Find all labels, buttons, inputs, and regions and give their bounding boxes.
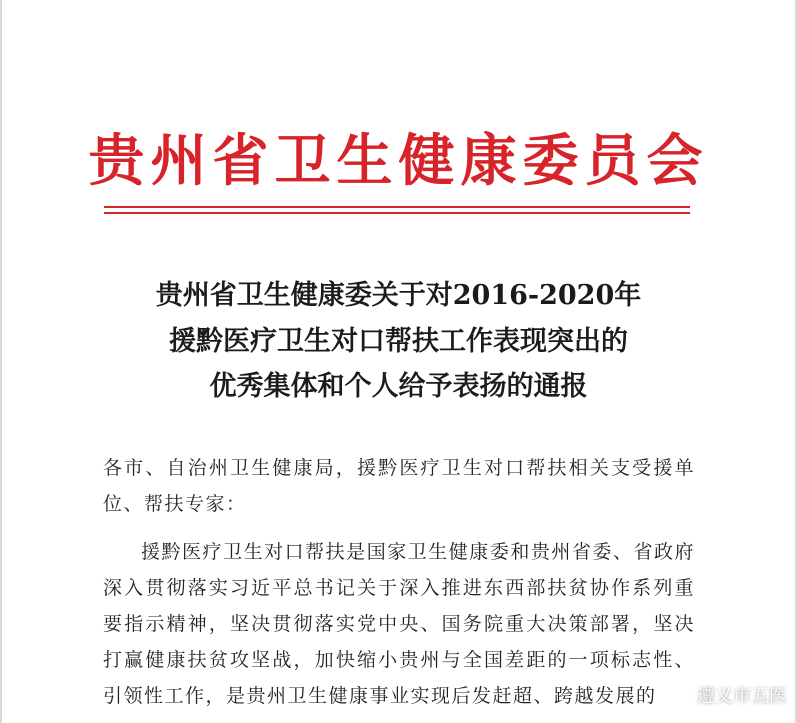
account-watermark: [665, 681, 787, 709]
wechat-icon: [665, 684, 691, 706]
watermark-text: 遵义市五医: [697, 686, 787, 707]
header-rule-top: [104, 206, 690, 208]
document-title-line-1: 贵州省卫生健康委关于对2016-2020年: [155, 280, 642, 311]
salutation: 各市、自治州卫生健康局，援黔医疗卫生对口帮扶相关支受援单位、帮扶专家：: [103, 457, 695, 515]
body-paragraph: 援黔医疗卫生对口帮扶是国家卫生健康委和贵州省委、省政府深入贯彻落实习近平总书记关于深入推进东西部扶贫协作系列重要指示精神，坚决贯彻落实党中央、国务院重大决策部署，坚决打赢健康扶贫攻坚战，加快缩小贵州与全国差距的一项标志性、引领性工作，是贵州卫生健康事业实现后发赶超、跨越发展的: [103, 541, 695, 707]
header-rule-bottom: [104, 212, 690, 214]
issuer-header-title: 贵州省卫生健康委员会: [88, 128, 709, 194]
document-title-line-3: 优秀集体和个人给予表扬的通报: [209, 371, 588, 402]
document-title-line-2: 援黔医疗卫生对口帮扶工作表现突出的: [169, 326, 628, 357]
